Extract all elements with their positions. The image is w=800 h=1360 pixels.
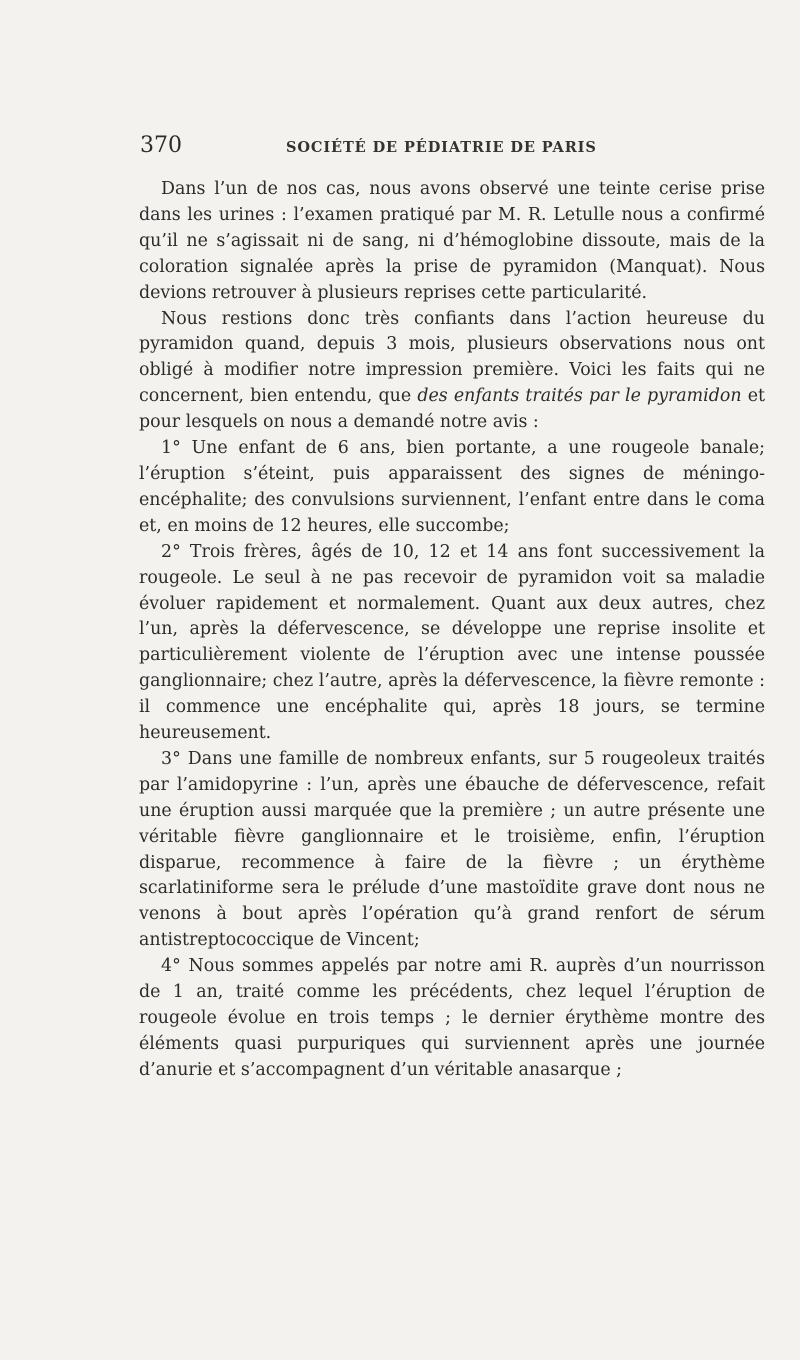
- paragraph-2-start: Nous restions donc très confiants dans l’action heureuse du pyramidon quand, depuis 3 mois, plusieurs observations nous ont obligé à modifier notre impression première. Voici les faits qui ne concernent, bien entendu, que: [139, 308, 765, 407]
- paragraph-1: Dans l’un de nos cas, nous avons observé une teinte cerise prise dans les urines : l’examen pratiqué par M. R. Letulle nous a confirmé qu’il ne s’agissait ni de sang, ni d’hémoglobine dissoute, mais de la coloration signalée après la prise de pyramidon (Manquat). Nous devions retrouver à plusieurs reprises cette particularité.: [139, 179, 765, 303]
- running-title: SOCIÉTÉ DE PÉDIATRIE DE PARIS: [286, 139, 597, 156]
- paragraph-case-1: 1° Une enfant de 6 ans, bien portante, a une rougeole banale; l’éruption s’éteint, puis apparaissent des signes de méningo-encéphalite; des convulsions surviennent, l’enfant entre dans le coma et, en moins de 12 heures, elle succombe;: [139, 438, 765, 536]
- paragraph-case-2: 2° Trois frères, âgés de 10, 12 et 14 ans font successivement la rougeole. Le seul à ne pas recevoir de pyramidon voit sa maladie évoluer rapidement et normalement. Quant aux deux autres, chez l’un, après la défervescence, se développe une reprise insolite et particulièrement violente de l’éruption avec une intense poussée ganglionnaire; chez l’autre, après la défervescence, la fièvre remonte : il commence une encéphalite qui, après 18 jours, se termine heureusement.: [139, 541, 765, 744]
- paragraph-case-4: 4° Nous sommes appelés par notre ami R. auprès d’un nourrisson de 1 an, traité comme les précédents, chez lequel l’éruption de rougeole évolue en trois temps ; le dernier érythème montre des éléments quasi purpuriques qui surviennent après une journée d’anurie et s’accompagnent d’un véritable anasarque ;: [139, 956, 765, 1080]
- paragraph-2-emphasis: des enfants traités par le pyramidon: [417, 386, 742, 407]
- paragraph-2-end: et pour lesquels on nous a demandé notre avis :: [139, 386, 766, 433]
- page-header: [140, 133, 765, 163]
- page-number: 370: [140, 133, 182, 158]
- paragraph-case-3: 3° Dans une famille de nombreux enfants, sur 5 rougeoleux traités par l’amidopyrine : l’un, après une ébauche de défervescence, refait une éruption aussi marquée que la première ; un autre présente une véritable fièvre ganglionnaire et le troisième, enfin, l’éruption disparue, recommence à faire de la fièvre ; un érythème scarlatiniforme sera le prélude d’une mastoïdite grave dont nous ne venons à bout après l’opération qu’à grand renfort de sérum antistreptococcique de Vincent;: [139, 748, 765, 951]
- paragraph-2: [139, 307, 765, 437]
- body-text: [139, 177, 765, 1084]
